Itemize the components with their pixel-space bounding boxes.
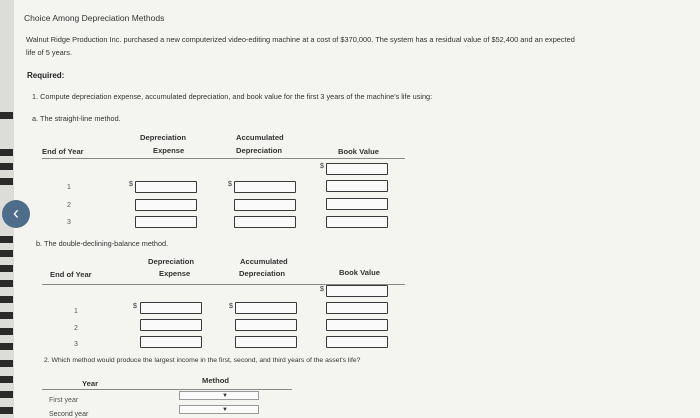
ddb-accum-dep-y3-input[interactable] [235, 336, 297, 348]
col-header-end-of-year: End of Year [42, 147, 84, 156]
rail-marker [0, 149, 13, 156]
chevron-down-icon: ▼ [222, 393, 228, 399]
ddb-book-value-y3-input[interactable] [326, 319, 388, 331]
rail-marker [0, 328, 13, 335]
sl-book-value-y2-input[interactable] [326, 180, 388, 192]
rail-marker [0, 163, 13, 170]
dollar-sign: $ [229, 303, 233, 310]
col-header-depreciation: Depreciation [140, 133, 186, 142]
col-header-book-value: Book Value [339, 268, 380, 277]
page-title: Choice Among Depreciation Methods [24, 13, 165, 23]
sl-book-value-y1-input[interactable] [326, 163, 388, 175]
problem-text-line-1: Walnut Ridge Production Inc. purchased a new computerized video-editing machine at a cost of $370,000. The system has a residual value of $52,400 and an expected [26, 35, 575, 44]
chevron-down-icon: ▼ [222, 407, 228, 413]
rail-marker [0, 265, 13, 272]
dollar-sign: $ [228, 181, 232, 188]
method-select-second-year[interactable] [179, 405, 259, 414]
rail-marker [0, 296, 13, 303]
dollar-sign: $ [320, 286, 324, 293]
sl-dep-expense-y1-input[interactable] [135, 181, 197, 193]
row-label-first-year: First year [49, 397, 79, 404]
ddb-accum-dep-y2-input[interactable] [235, 319, 297, 331]
rail-marker [0, 391, 13, 398]
col-header-year: Year [82, 379, 99, 388]
col-header-depreciation-2: Depreciation [236, 146, 282, 155]
chevron-left-icon[interactable]: ‹ [2, 200, 30, 228]
row-label-second-year: Second year [49, 411, 89, 418]
rail-marker [0, 236, 13, 243]
rail-marker [0, 376, 13, 383]
sl-accum-dep-y1-input[interactable] [234, 181, 296, 193]
rail-marker [0, 360, 13, 367]
year-label: 3 [67, 219, 71, 226]
sl-accum-dep-y3-input[interactable] [234, 216, 296, 228]
rail-marker [0, 178, 13, 185]
col-header-method: Method [202, 376, 229, 385]
sl-accum-dep-y2-input[interactable] [234, 199, 296, 211]
question-1: 1. Compute depreciation expense, accumulated depreciation, and book value for the first 3 years of the machine's life using: [32, 92, 433, 101]
col-header-book-value: Book Value [338, 147, 379, 156]
year-label: 1 [74, 308, 78, 315]
rail-marker [0, 343, 13, 350]
ddb-dep-expense-y2-input[interactable] [140, 319, 202, 331]
ddb-book-value-y1-input[interactable] [326, 285, 388, 297]
col-header-accumulated: Accumulated [240, 257, 288, 266]
ddb-dep-expense-y1-input[interactable] [140, 302, 202, 314]
sl-book-value-y4-input[interactable] [326, 216, 388, 228]
part-a-label: a. The straight-line method. [32, 114, 121, 123]
required-label: Required: [27, 71, 65, 80]
col-header-depreciation: Depreciation [148, 257, 194, 266]
col-header-end-of-year: End of Year [50, 270, 92, 279]
rail-marker [0, 112, 13, 119]
sl-book-value-y3-input[interactable] [326, 198, 388, 210]
col-header-accumulated: Accumulated [236, 133, 284, 142]
dollar-sign: $ [320, 163, 324, 170]
header-rule [42, 158, 405, 159]
rail-marker [0, 407, 13, 414]
part-b-label: b. The double-declining-balance method. [36, 239, 169, 248]
question-2: 2. Which method would produce the largest income in the first, second, and third years of the asset's life? [44, 357, 361, 364]
year-label: 2 [74, 325, 78, 332]
year-label: 3 [74, 341, 78, 348]
year-label: 1 [67, 184, 71, 191]
rail-marker [0, 250, 13, 257]
col-header-expense: Expense [153, 146, 185, 155]
col-header-expense: Expense [159, 269, 191, 278]
question-page [14, 0, 700, 418]
ddb-book-value-y4-input[interactable] [326, 336, 388, 348]
dollar-sign: $ [133, 303, 137, 310]
rail-marker [0, 312, 13, 319]
method-select-first-year[interactable] [179, 391, 259, 400]
ddb-accum-dep-y1-input[interactable] [235, 302, 297, 314]
ddb-dep-expense-y3-input[interactable] [140, 336, 202, 348]
sl-dep-expense-y2-input[interactable] [135, 199, 197, 211]
ddb-book-value-y2-input[interactable] [326, 302, 388, 314]
col-header-depreciation-2: Depreciation [239, 269, 285, 278]
dollar-sign: $ [129, 181, 133, 188]
header-rule [42, 389, 292, 390]
problem-text-line-2: life of 5 years. [26, 48, 73, 57]
sl-dep-expense-y3-input[interactable] [135, 216, 197, 228]
year-label: 2 [67, 202, 71, 209]
rail-marker [0, 280, 13, 287]
